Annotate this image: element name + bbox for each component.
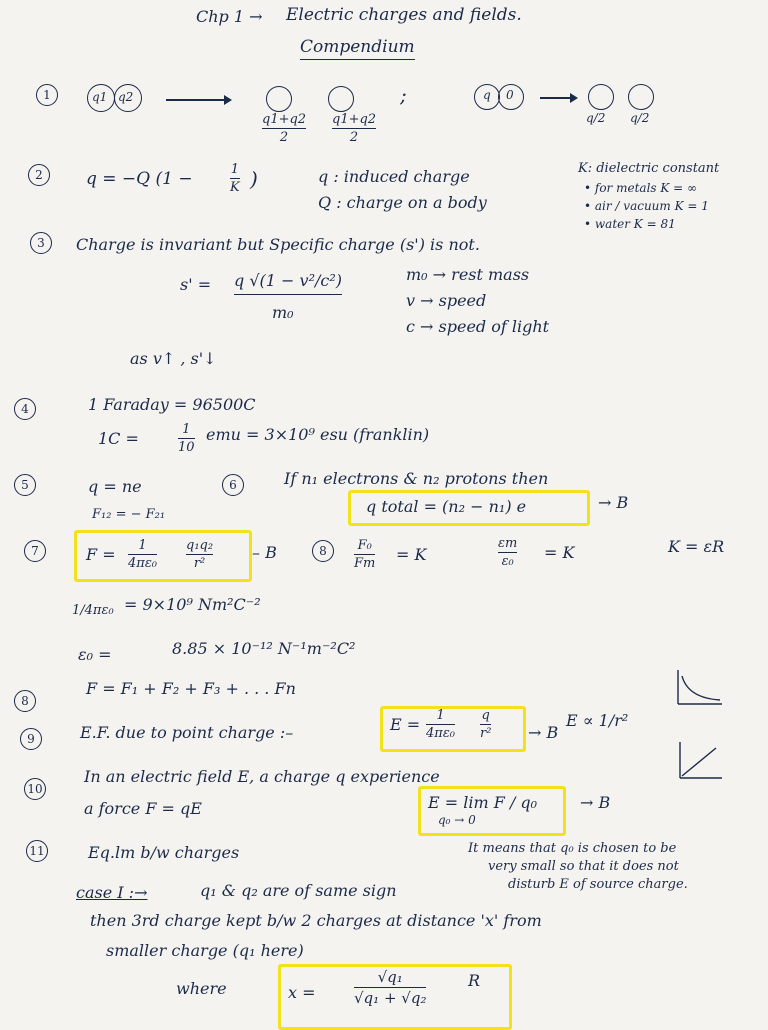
electrons-protons-statement: If n₁ electrons & n₂ protons then: [284, 469, 549, 488]
fraction-half-sum-b: q1+q2 2: [332, 112, 377, 145]
definition-speed-of-light: c → speed of light: [406, 317, 550, 336]
test-charge-note-line3: disturb E of source charge.: [508, 877, 688, 892]
board-mark-b: → B: [580, 793, 611, 812]
field-vs-distance-graph-icon: [676, 738, 726, 782]
board-mark-b: → B: [598, 493, 629, 512]
item-number-6: 6: [222, 474, 244, 496]
coulomb-constant-fraction: 1 4πε₀: [128, 538, 158, 571]
third-charge-statement: then 3rd charge kept b/w 2 charges at distance 'x' from: [90, 911, 542, 930]
charge-circle-result-b: [328, 86, 354, 112]
superposition-principle: F = F₁ + F₂ + F₃ + . . . Fn: [86, 679, 296, 698]
coulomb-left: 1C =: [98, 429, 139, 448]
equilibrium-distance-fraction: √q₁ √q₁ + √q₂: [354, 968, 427, 1007]
specific-charge-statement: Charge is invariant but Specific charge (s') is not.: [76, 235, 480, 254]
dielectric-metals: • for metals K = ∞: [584, 181, 698, 195]
coulomb-constant-value: = 9×10⁹ Nm²C⁻²: [124, 595, 261, 614]
test-charge-note-line1: It means that q₀ is chosen to be: [468, 841, 677, 856]
fraction-half-sum-a: q1+q2 2: [262, 112, 307, 145]
item-number-7: 7: [24, 540, 46, 562]
charge-label-q: q: [483, 88, 491, 102]
item-number-4: 4: [14, 398, 36, 420]
dielectric-water: • water K = 81: [584, 217, 676, 231]
label-half-b: q/2: [630, 111, 650, 125]
case-condition: q₁ & q₂ are of same sign: [200, 881, 397, 900]
induced-charge-formula-left: q = −Q (1 −: [86, 169, 193, 189]
specific-charge-label: s' =: [180, 275, 212, 294]
charge-circle-half-b: [628, 84, 654, 110]
point-charge-field-label: E.F. due to point charge :–: [80, 723, 294, 742]
specific-charge-numerator: q √(1 − v²/c²): [234, 272, 342, 295]
newton-third-law-forces: F₁₂ = − F₂₁: [92, 507, 166, 522]
definition-body-charge: Q : charge on a body: [318, 193, 487, 212]
arrow-icon: [540, 97, 576, 99]
permittivity-ratio-fraction: εm ε₀: [498, 536, 518, 569]
separation-symbol: R: [468, 971, 481, 990]
coulomb-force-label: F =: [86, 545, 116, 564]
board-mark-b: – B: [252, 543, 277, 562]
epsilon-zero-value: 8.85 × 10⁻¹² N⁻¹m⁻²C²: [172, 639, 356, 658]
coulomb-charges-fraction: q₁q₂ r²: [186, 538, 214, 571]
charge-circle-result-a: [266, 86, 292, 112]
dielectric-air: • air / vacuum K = 1: [584, 199, 709, 213]
specific-charge-relation: as v↑ , s'↓: [130, 349, 217, 368]
item-number-11: 11: [26, 840, 48, 862]
arrow-icon: [166, 99, 230, 101]
where-label: where: [176, 979, 227, 998]
item-number-3: 3: [30, 232, 52, 254]
specific-charge-denominator: m₀: [272, 303, 294, 322]
field-definition: E = lim F / q₀: [428, 793, 538, 812]
coulomb-right: emu = 3×10⁹ esu (franklin): [206, 425, 430, 444]
net-charge-formula: q total = (n₂ − n₁) e: [366, 497, 527, 516]
definition-induced-charge: q : induced charge: [318, 167, 470, 186]
page-subtitle: Compendium: [300, 38, 415, 60]
electric-field-statement: In an electric field E, a charge q experience: [84, 767, 440, 786]
case-label: case I :→: [76, 883, 148, 902]
field-charge-fraction: q r²: [480, 708, 492, 741]
force-ratio-fraction: F₀ Fm: [354, 538, 376, 571]
item-number-9: 9: [20, 728, 42, 750]
item-number-8b: 8: [14, 690, 36, 712]
dielectric-constant-title: K: dielectric constant: [578, 161, 720, 176]
charge-circle-half-a: [588, 84, 614, 110]
distance-symbol: x =: [288, 983, 316, 1002]
label-half-a: q/2: [586, 111, 606, 125]
force-vs-distance-graph-icon: [676, 668, 726, 708]
charge-label-q1: q1: [92, 90, 108, 104]
charge-label-zero: 0: [506, 88, 514, 102]
smaller-charge-note: smaller charge (q₁ here): [106, 941, 304, 960]
equilibrium-title: Eq.lm b/w charges: [88, 843, 240, 862]
field-proportionality: E ∝ 1/r²: [566, 711, 629, 730]
board-mark-b: → B: [528, 723, 559, 742]
faraday-value: 1 Faraday = 96500C: [88, 395, 256, 414]
definition-speed: v → speed: [406, 291, 487, 310]
item-number-2: 2: [28, 164, 50, 186]
field-limit: q₀ → 0: [438, 813, 476, 827]
item-number-1: 1: [36, 84, 58, 106]
chapter-label: Chp 1 →: [196, 7, 263, 26]
definition-rest-mass: m₀ → rest mass: [406, 265, 530, 284]
charge-label-q2: q2: [118, 90, 134, 104]
force-ratio-equals: = K: [396, 545, 427, 564]
force-on-charge: a force F = qE: [84, 799, 202, 818]
relative-permittivity: K = εR: [668, 537, 725, 556]
permittivity-ratio-equals: = K: [544, 543, 575, 562]
page-title: Electric charges and fields.: [286, 5, 522, 25]
induced-charge-fraction: 1 K: [230, 162, 240, 195]
coulomb-constant-left: 1/4πε₀: [72, 603, 114, 618]
field-symbol: E =: [390, 715, 421, 734]
coulomb-fraction: 1 10: [178, 422, 195, 455]
item-number-8: 8: [312, 540, 334, 562]
epsilon-zero-left: ε₀ =: [78, 645, 112, 664]
item-number-10: 10: [24, 778, 46, 800]
semicolon: ;: [400, 83, 407, 107]
item-number-5: 5: [14, 474, 36, 496]
charge-quantization: q = ne: [88, 477, 142, 496]
field-constant-fraction: 1 4πε₀: [426, 708, 456, 741]
induced-charge-formula-right: ): [250, 167, 258, 191]
test-charge-note-line2: very small so that it does not: [488, 859, 679, 874]
